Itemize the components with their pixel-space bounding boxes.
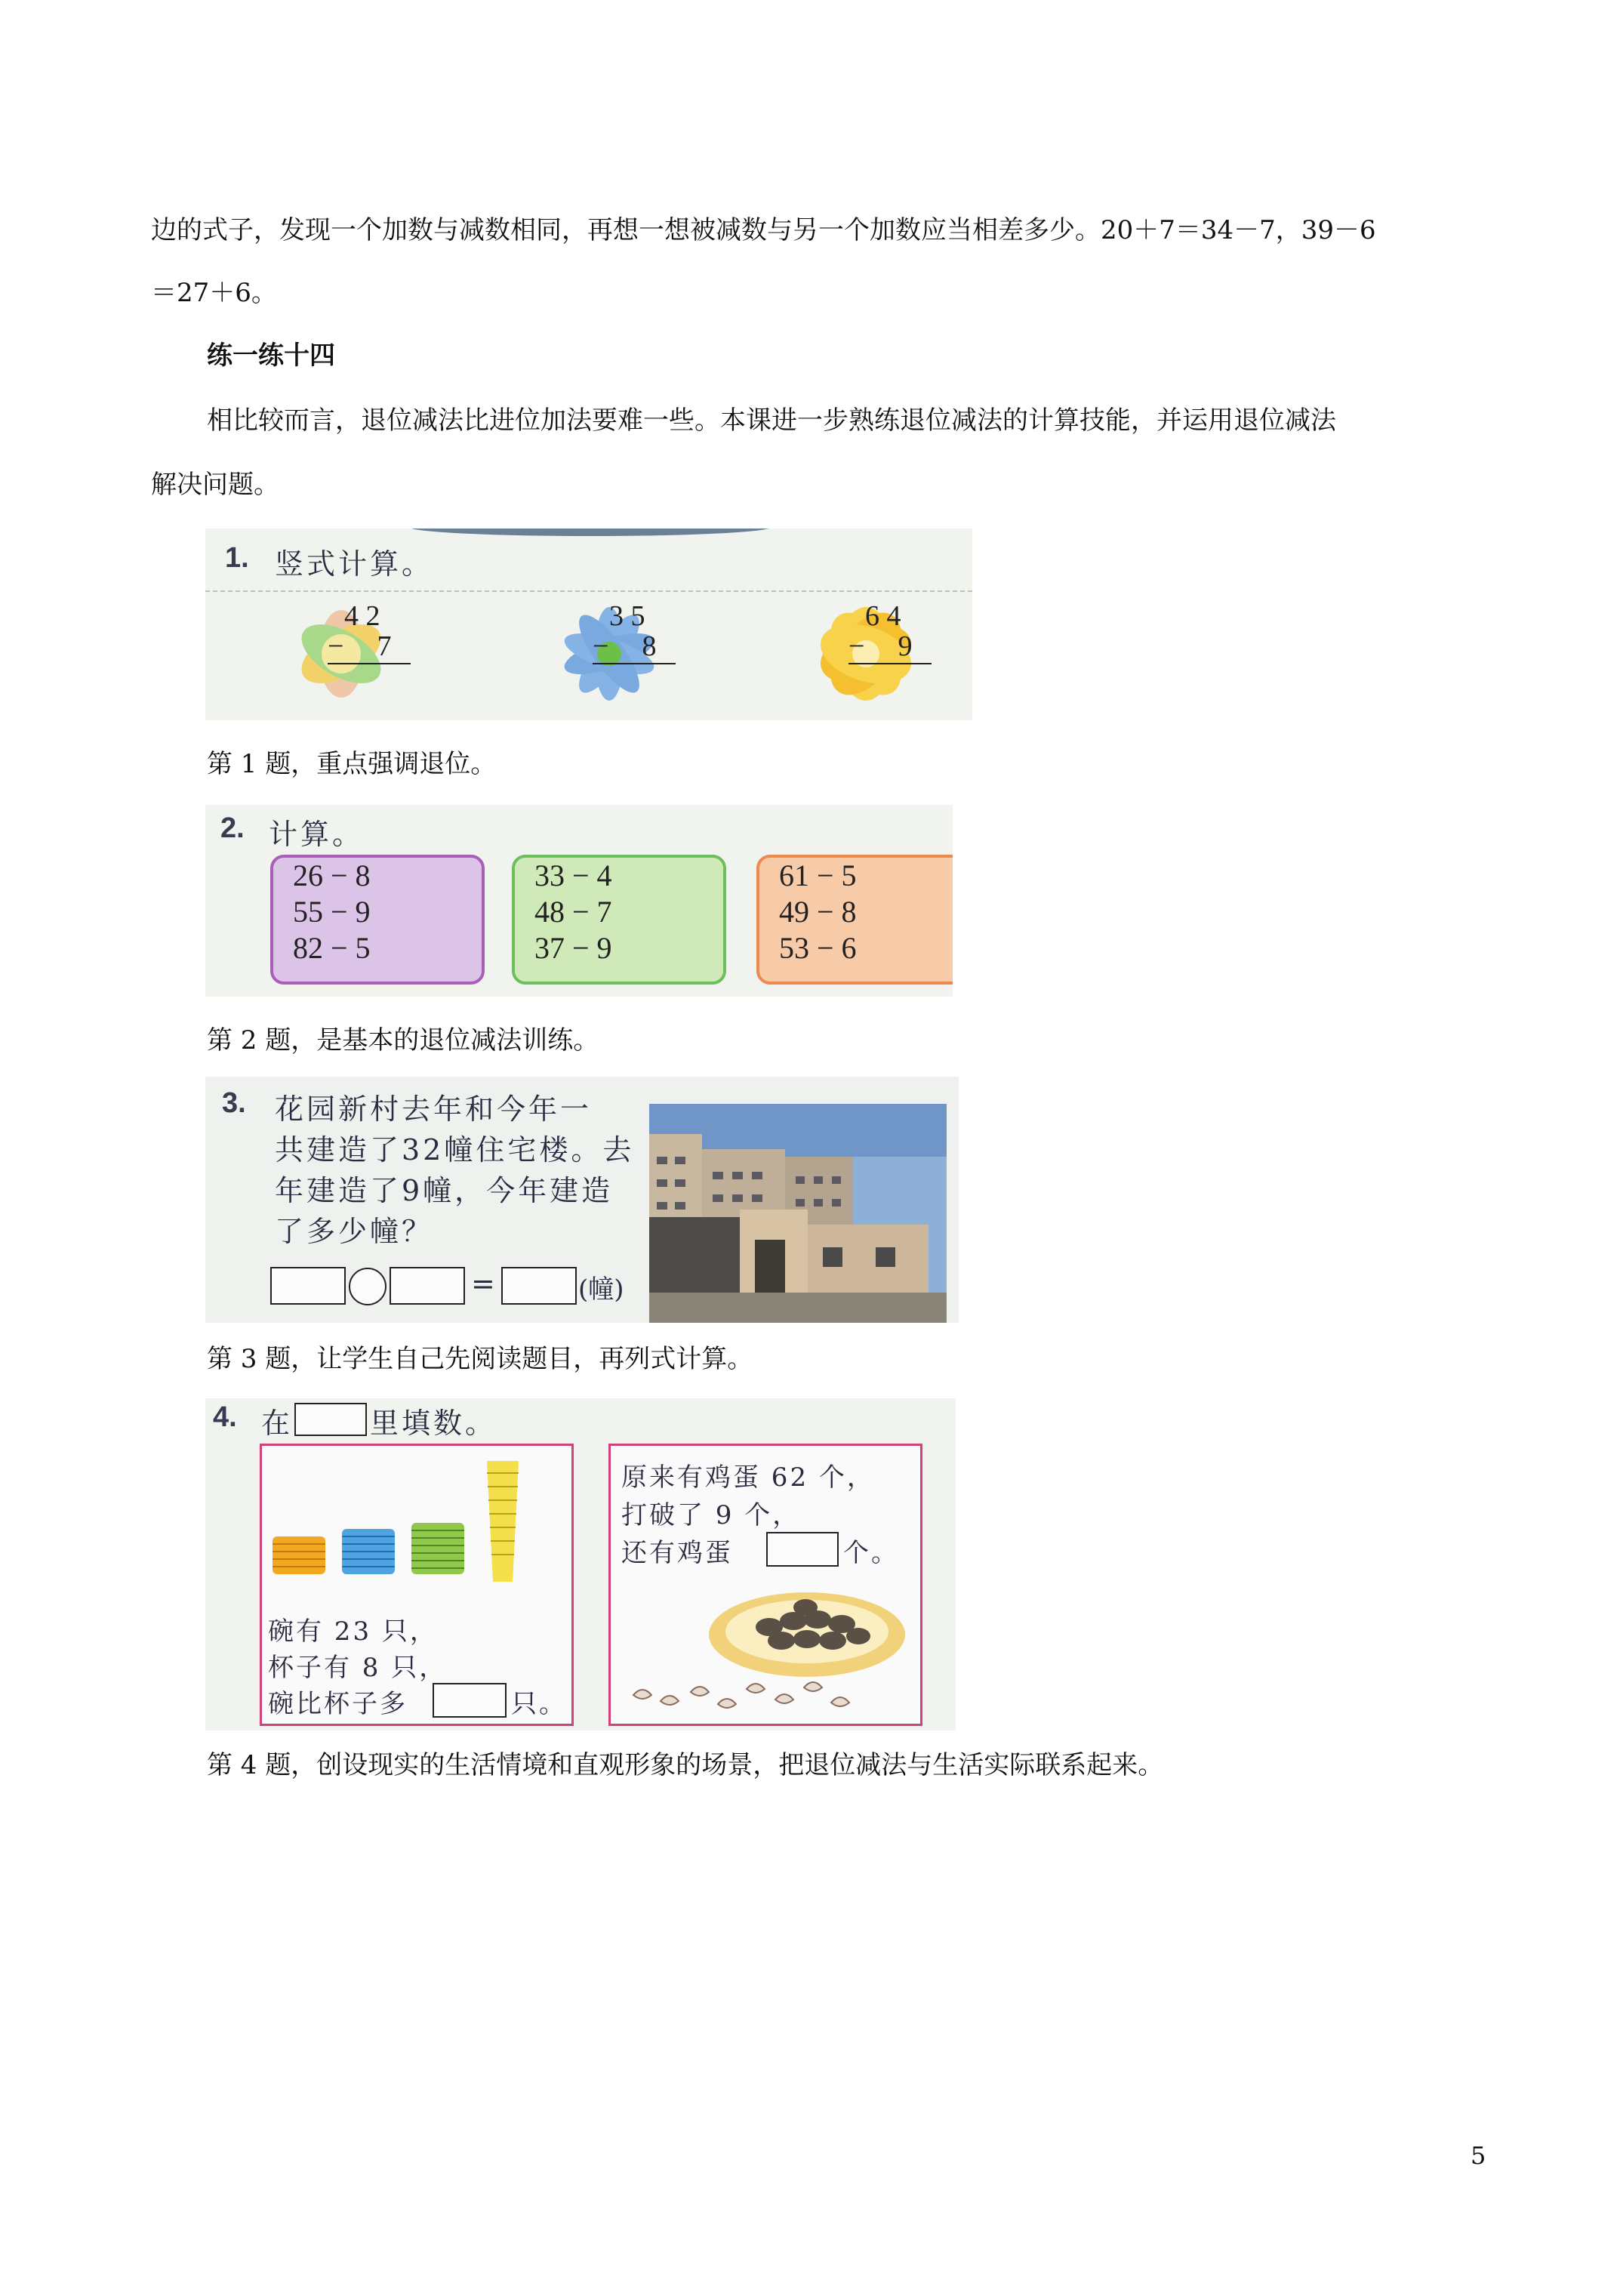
exercise-1-image <box>205 529 972 720</box>
q3-equals: = <box>471 1267 498 1300</box>
q2-card-1-row-1: 26 − 8 <box>293 858 371 892</box>
q1-calc-2 <box>593 601 676 664</box>
q4-left-answer-box[interactable] <box>433 1683 507 1718</box>
q3-answer-box-3[interactable] <box>501 1267 577 1305</box>
exercise-4-image <box>205 1398 956 1730</box>
q4-left-card <box>260 1444 574 1726</box>
q3-answer-box-1[interactable] <box>270 1267 346 1305</box>
q2-card-1-row-3: 82 − 5 <box>293 931 371 965</box>
q2-card-orange <box>756 855 953 985</box>
q1-title: 竖式计算。 <box>275 547 434 581</box>
q2-card-purple <box>270 855 485 985</box>
bowls-cups-icon <box>269 1453 564 1597</box>
q1-calc-2-op: − <box>593 630 609 662</box>
q3-line-2: 共建造了32幢住宅楼。去 <box>275 1133 635 1166</box>
note-2: 第 2 题，是基本的退位减法训练。 <box>207 1025 599 1056</box>
exercise-2-image <box>205 805 953 997</box>
note-4: 第 4 题，创设现实的生活情境和直观形象的场景，把退位减法与生活实际联系起来。 <box>207 1750 1164 1780</box>
q4-title-post: 里填数。 <box>370 1407 497 1440</box>
building-photo <box>649 1104 947 1323</box>
decorative-arc <box>409 529 771 536</box>
q2-card-2-row-3: 37 − 9 <box>534 931 612 965</box>
q1-calc-1-top: 4 2 <box>344 600 380 632</box>
q4-right-line-2: 打破了 9 个， <box>621 1500 801 1530</box>
text-line-2: ＝27＋6。 <box>151 278 277 308</box>
q1-calc-2-rule <box>593 663 676 664</box>
exercise-3-image <box>205 1077 959 1323</box>
q4-left-line-3-post: 只。 <box>511 1689 567 1719</box>
q3-line-3: 年建造了9幢，今年建造 <box>275 1174 614 1207</box>
paragraph-line-2: 解决问题。 <box>151 470 279 500</box>
q1-calc-2-top: 3 5 <box>609 600 645 632</box>
q3-answer-box-2[interactable] <box>390 1267 465 1305</box>
page-number: 5 <box>1471 2141 1486 2170</box>
q1-calc-3-op: − <box>848 630 865 662</box>
paragraph-line-1: 相比较而言，退位减法比进位加法要难一些。本课进一步熟练退位减法的计算技能，并运用退位减法 <box>207 405 1336 436</box>
q1-number: 1. <box>225 542 249 574</box>
q4-right-line-1: 原来有鸡蛋 62 个， <box>621 1462 875 1493</box>
q2-title: 计算。 <box>269 818 365 851</box>
q4-right-answer-box[interactable] <box>766 1532 839 1567</box>
q1-calc-1-rule <box>328 663 411 664</box>
q4-left-line-1: 碗有 23 只， <box>268 1616 438 1647</box>
q2-card-green <box>512 855 726 985</box>
section-heading: 练一练十四 <box>207 341 335 371</box>
q1-calc-1-bottom: 7 <box>377 630 392 662</box>
q3-number: 3. <box>222 1087 246 1119</box>
q3-line-1: 花园新村去年和今年一 <box>275 1093 593 1126</box>
q4-number: 4. <box>213 1401 237 1433</box>
q2-number: 2. <box>220 812 245 844</box>
note-1: 第 1 题，重点强调退位。 <box>207 749 497 779</box>
q3-line-4: 了多少幢？ <box>275 1215 434 1248</box>
q1-calc-1-op: − <box>328 630 344 662</box>
q3-operator-circle[interactable] <box>349 1268 387 1305</box>
q1-calc-3-top: 6 4 <box>865 600 901 632</box>
q1-calc-3-bottom: 9 <box>898 630 913 662</box>
q1-calc-3 <box>848 601 932 664</box>
q4-left-line-2: 杯子有 8 只， <box>268 1653 448 1683</box>
text-line-1: 边的式子，发现一个加数与减数相同，再想一想被减数与另一个加数应当相差多少。20＋7＝34－7，39－6 <box>151 215 1376 245</box>
q3-unit: (幢) <box>578 1274 624 1305</box>
q4-right-line-3-pre: 还有鸡蛋 <box>621 1538 733 1568</box>
q2-card-3-row-3: 53 − 6 <box>779 931 857 965</box>
note-3: 第 3 题，让学生自己先阅读题目，再列式计算。 <box>207 1344 753 1374</box>
q2-card-2-row-2: 48 − 7 <box>534 895 612 929</box>
q2-card-3-row-2: 49 − 8 <box>779 895 857 929</box>
q1-calc-2-bottom: 8 <box>642 630 657 662</box>
q4-right-line-3-post: 个。 <box>843 1538 899 1568</box>
q2-card-3-row-1: 61 − 5 <box>779 858 857 892</box>
q1-calc-3-rule <box>848 663 932 664</box>
q2-card-1-row-2: 55 − 9 <box>293 895 371 929</box>
q4-title-box <box>294 1403 367 1436</box>
q4-title-pre: 在 <box>261 1407 294 1440</box>
q1-calc-1 <box>328 601 411 664</box>
q4-right-card <box>608 1444 922 1726</box>
eggs-plate-icon <box>618 1582 913 1718</box>
q4-left-line-3-pre: 碗比杯子多 <box>268 1689 408 1719</box>
q2-card-2-row-1: 33 − 4 <box>534 858 612 892</box>
